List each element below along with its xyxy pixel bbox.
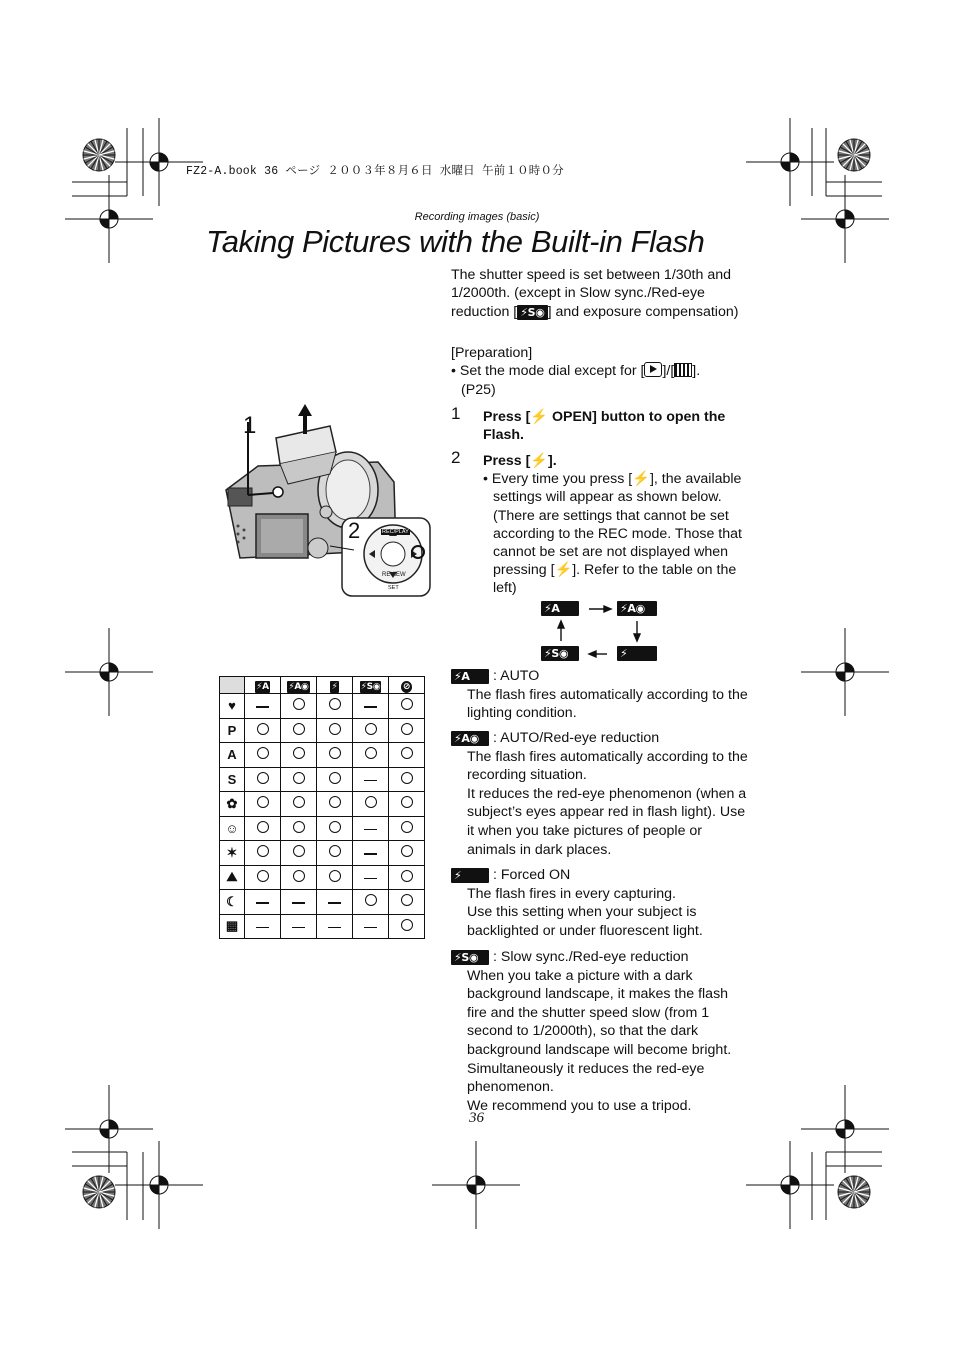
available-mark <box>329 845 341 857</box>
rec-mode-icon: ☺ <box>220 816 245 841</box>
step-2-bullet <box>483 470 751 597</box>
table-cell <box>281 767 317 792</box>
available-mark <box>365 796 377 808</box>
table-cell <box>353 767 389 792</box>
mode-description: The flash fires in every capturing. <box>467 885 676 902</box>
available-mark <box>293 845 305 857</box>
table-cell <box>281 743 317 768</box>
available-mark <box>257 870 269 882</box>
table-cell <box>317 767 353 792</box>
table-cell <box>281 694 317 719</box>
unavailable-mark <box>328 927 341 929</box>
mode-name: : Slow sync./Red-eye reduction <box>493 949 689 965</box>
available-mark <box>257 845 269 857</box>
table-cell <box>281 841 317 866</box>
flash-mode-table <box>219 676 425 939</box>
table-row <box>220 743 425 768</box>
set-label: SET <box>388 585 399 591</box>
table-row <box>220 816 425 841</box>
preparation-bullet <box>451 362 751 399</box>
auto-redeye-icon: ⚡A◉ <box>617 601 657 616</box>
available-mark <box>329 796 341 808</box>
callout-2: 2 <box>348 518 361 543</box>
rec-mode-icon: P <box>220 718 245 743</box>
unavailable-mark <box>364 780 377 782</box>
available-mark <box>293 747 305 759</box>
table-cell <box>317 743 353 768</box>
mode-name: : AUTO/Red-eye reduction <box>493 730 660 746</box>
unavailable-mark <box>292 902 305 904</box>
table-row <box>220 841 425 866</box>
unavailable-mark <box>364 829 377 831</box>
available-mark <box>257 772 269 784</box>
auto-flash-icon: ⚡A <box>451 669 489 684</box>
mode-description-tip: We recommend you to use a tripod. <box>467 1097 692 1114</box>
table-cell <box>245 914 281 939</box>
rec-mode-icon: ♥ <box>220 694 245 719</box>
table-row <box>220 792 425 817</box>
table-cell <box>245 865 281 890</box>
table-cell <box>389 890 425 915</box>
rec-mode-icon: ☾ <box>220 890 245 915</box>
table-cell <box>317 865 353 890</box>
flash-mode-icon: ⚡A◉ <box>288 682 309 692</box>
step-number: 1 <box>451 404 461 423</box>
rec-mode-icon: ✶ <box>220 841 245 866</box>
table-cell <box>353 841 389 866</box>
table-cell <box>281 718 317 743</box>
rec-play-switch-label: REC/PLAY <box>382 529 409 535</box>
table-cell <box>245 816 281 841</box>
table-cell <box>389 841 425 866</box>
review-label: REVIEW <box>382 572 406 578</box>
available-mark <box>293 698 305 710</box>
callout-1: 1 <box>243 412 257 439</box>
available-mark <box>293 796 305 808</box>
table-cell <box>281 890 317 915</box>
available-mark <box>401 821 413 833</box>
available-mark <box>293 821 305 833</box>
cycle-arrows <box>541 601 661 663</box>
table-cell <box>389 914 425 939</box>
prep-page-ref: (P25) <box>461 381 496 398</box>
available-mark <box>329 747 341 759</box>
table-cell <box>353 816 389 841</box>
flash-mode-icon: ⚡ <box>331 682 338 692</box>
available-mark <box>329 772 341 784</box>
available-mark <box>365 723 377 735</box>
table-cell <box>245 792 281 817</box>
unavailable-mark <box>292 927 305 929</box>
preparation <box>451 344 751 399</box>
step-2 <box>451 448 751 598</box>
table-row <box>220 890 425 915</box>
flash-icon: ⚡ <box>554 562 573 579</box>
table-cell <box>317 694 353 719</box>
available-mark <box>293 723 305 735</box>
mode-forced-on <box>451 866 751 940</box>
bullet-text-mid: ], the available settings will appear as shown below. (There are settings that cannot be set according to the REC mode. Those that cannot be set are not displayed when pressing [ <box>493 471 742 579</box>
prep-text: • Set the mode dial except for [ <box>451 363 645 380</box>
mode-slow-sync <box>451 948 751 1115</box>
available-mark <box>329 821 341 833</box>
mode-description-extra: Simultaneously it reduces the red-eye phenomenon. <box>467 1060 705 1096</box>
available-mark <box>401 796 413 808</box>
available-mark <box>401 919 413 931</box>
table-row <box>220 914 425 939</box>
available-mark <box>257 796 269 808</box>
table-cell <box>281 865 317 890</box>
bullet-text: • Every time you press [ <box>483 471 633 488</box>
available-mark <box>293 772 305 784</box>
table-cell <box>353 743 389 768</box>
table-cell <box>281 914 317 939</box>
available-mark <box>257 747 269 759</box>
table-cell <box>353 718 389 743</box>
unavailable-mark <box>364 927 377 929</box>
slow-sync-redeye-icon: ⚡S◉ <box>517 305 547 320</box>
mode-description-extra: Use this setting when your subject is backlighted or under fluorescent light. <box>467 904 703 939</box>
motion-picture-icon <box>674 363 692 377</box>
table-row <box>220 718 425 743</box>
table-column-header <box>389 677 425 694</box>
flash-mode-icon: ⚡A <box>256 682 269 692</box>
available-mark <box>401 772 413 784</box>
table-cell <box>245 694 281 719</box>
step-1 <box>451 404 751 444</box>
available-mark <box>401 698 413 710</box>
rec-mode-icon: ⛰ <box>220 865 245 890</box>
available-mark <box>257 723 269 735</box>
table-cell <box>317 792 353 817</box>
rec-mode-icon: ✿ <box>220 792 245 817</box>
intro-text: The shutter speed is set between 1/30th and 1/2000th. (except in Slow sync./Red-eye reduction [ <box>451 267 731 320</box>
table-cell <box>245 743 281 768</box>
auto-redeye-icon: ⚡A◉ <box>451 731 489 746</box>
table-cell <box>389 767 425 792</box>
slow-sync-redeye-icon: ⚡S◉ <box>541 646 579 661</box>
table-cell <box>317 890 353 915</box>
unavailable-mark <box>256 902 269 904</box>
table-cell <box>389 865 425 890</box>
available-mark <box>329 698 341 710</box>
table-cell <box>389 694 425 719</box>
step-text: Press [ <box>483 409 531 425</box>
bullet-text-end: ]. Refer to the table on the left) <box>493 562 737 597</box>
mode-description: When you take a picture with a dark background landscape, it makes the flash fire and the shutter speed slow (from 1 second to 1/2000th), so that the dark background landscape will become bright. <box>467 967 732 1058</box>
step-text-end: ]. <box>548 453 557 469</box>
rec-mode-icon: S <box>220 767 245 792</box>
table-cell <box>281 792 317 817</box>
step-text-end: OPEN] button to open the Flash. <box>483 409 726 444</box>
table-cell <box>353 694 389 719</box>
table-cell <box>389 743 425 768</box>
available-mark <box>365 747 377 759</box>
unavailable-mark <box>256 706 269 708</box>
available-mark <box>329 723 341 735</box>
flash-mode-icon: ⊘ <box>402 682 411 692</box>
table-column-header <box>281 677 317 694</box>
mode-auto <box>451 667 751 723</box>
intro-paragraph <box>451 266 751 321</box>
table-cell <box>245 718 281 743</box>
auto-flash-icon: ⚡A <box>541 601 579 616</box>
table-cell <box>245 767 281 792</box>
unavailable-mark <box>328 902 341 904</box>
rec-mode-icon: ▦ <box>220 914 245 939</box>
mode-description-extra: It reduces the red-eye phenomenon (when a subject’s eyes appear red in flash light). Use it when you take pictures of people or animals in dark places. <box>467 785 747 858</box>
table-cell <box>389 718 425 743</box>
unavailable-mark <box>364 706 377 708</box>
flash-icon: ⚡ <box>632 471 650 488</box>
table-cell <box>389 792 425 817</box>
slow-sync-redeye-icon: ⚡S◉ <box>451 950 489 965</box>
table-cell <box>317 816 353 841</box>
intro-text-end: ] and exposure compensation) <box>547 303 739 320</box>
mode-name: : Forced ON <box>493 867 571 883</box>
table-cell <box>245 890 281 915</box>
table-row <box>220 865 425 890</box>
table-column-header <box>353 677 389 694</box>
print-info: FZ2-A.book 36 ページ ２００３年８月６日 水曜日 午前１０時０分 <box>186 165 564 178</box>
mode-description: The flash fires automatically according to the recording situation. <box>467 748 748 784</box>
section-label: Recording images (basic) <box>414 211 540 223</box>
page-title: Taking Pictures with the Built-in Flash <box>206 224 705 259</box>
table-cell <box>281 816 317 841</box>
prep-text-end: ]. <box>692 363 701 380</box>
flash-icon: ⚡ <box>530 453 548 469</box>
flash-mode-icon: ⚡S◉ <box>360 682 381 692</box>
mode-name: : AUTO <box>493 668 540 684</box>
page-number: 36 <box>469 1110 484 1126</box>
available-mark <box>401 845 413 857</box>
unavailable-mark <box>364 853 377 855</box>
table-cell <box>389 816 425 841</box>
unavailable-mark <box>364 878 377 880</box>
table-cell <box>353 914 389 939</box>
rec-mode-icon: A <box>220 743 245 768</box>
available-mark <box>401 747 413 759</box>
table-column-header <box>245 677 281 694</box>
step-number: 2 <box>451 448 461 467</box>
step-text: Press [ <box>483 453 531 469</box>
table-cell <box>353 890 389 915</box>
table-cell <box>353 792 389 817</box>
table-cell <box>317 914 353 939</box>
forced-on-icon: ⚡ <box>617 646 657 661</box>
available-mark <box>293 870 305 882</box>
available-mark <box>401 723 413 735</box>
table-cell <box>245 841 281 866</box>
prep-text-mid: ]/[ <box>662 363 675 380</box>
forced-on-icon: ⚡ <box>451 868 489 883</box>
flash-icon: ⚡ <box>530 409 548 425</box>
table-cell <box>317 841 353 866</box>
table-cell <box>353 865 389 890</box>
mode-description: The flash fires automatically according to the lighting condition. <box>467 686 748 722</box>
table-column-header <box>317 677 353 694</box>
available-mark <box>329 870 341 882</box>
available-mark <box>257 821 269 833</box>
preparation-label: [Preparation] <box>451 345 533 361</box>
available-mark <box>401 870 413 882</box>
table-row <box>220 694 425 719</box>
mode-auto-redeye <box>451 729 751 859</box>
play-mode-icon <box>644 362 662 377</box>
flash-cycle-diagram <box>541 601 661 663</box>
available-mark <box>365 894 377 906</box>
table-corner <box>220 677 245 694</box>
table-cell <box>317 718 353 743</box>
available-mark <box>401 894 413 906</box>
unavailable-mark <box>256 927 269 929</box>
table-row <box>220 767 425 792</box>
